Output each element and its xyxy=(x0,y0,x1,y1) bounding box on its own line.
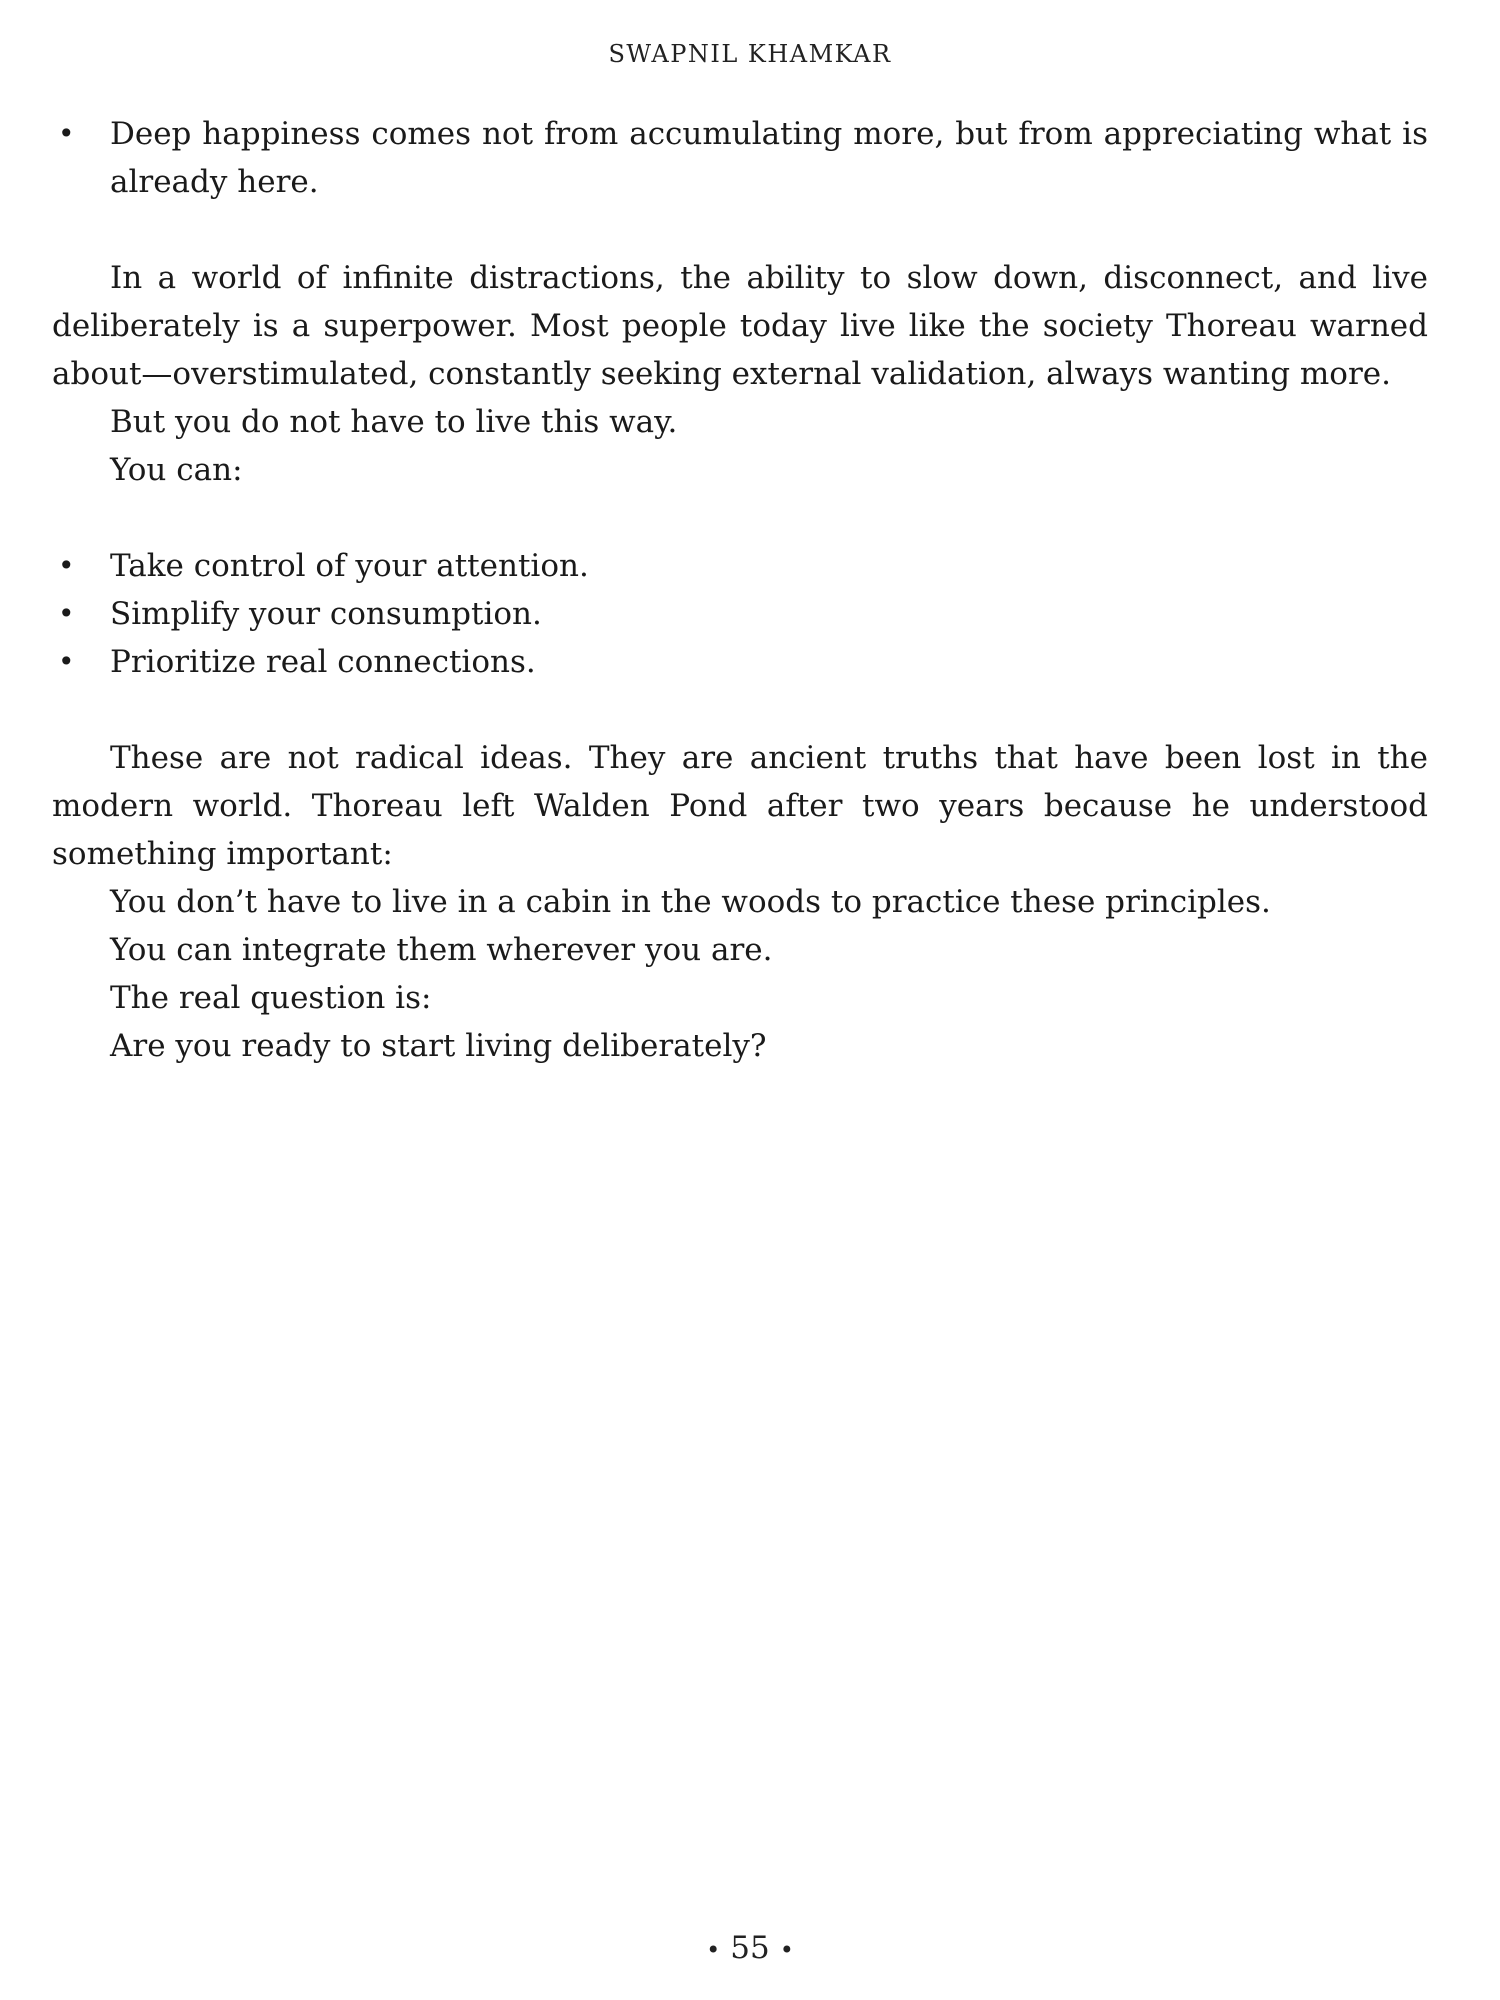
bullet-ornament-icon: • xyxy=(779,1935,794,1964)
spacer xyxy=(52,686,1428,734)
bullet-list-actions xyxy=(52,542,1428,686)
spacer xyxy=(52,494,1428,542)
text-line: You can: xyxy=(110,452,243,488)
text-line: But you do not have to live this way. xyxy=(110,404,678,440)
spacer xyxy=(52,206,1428,254)
bullet-ornament-icon: • xyxy=(706,1935,721,1964)
text-line: You don’t have to live in a cabin in the woods to practice these principles. xyxy=(110,884,1271,920)
running-head: SWAPNIL KHAMKAR xyxy=(608,40,892,68)
bullet-item: • Simplify your consumption. xyxy=(52,590,1428,638)
text-line: You can integrate them wherever you are. xyxy=(110,932,773,968)
bullet-item: • Deep happiness comes not from accumulating more, but from appreciating what is already here. xyxy=(52,110,1428,206)
page-number xyxy=(0,1930,1500,1966)
page-number-text: 55 xyxy=(730,1930,770,1966)
bullet-item: • Prioritize real connections. xyxy=(52,638,1428,686)
page-body xyxy=(52,110,1428,1070)
paragraph: In a world of infinite distractions, the ability to slow down, disconnect, and live deliberately is a superpower. Most people today live like the society Thoreau warned about—overstimulated, constantly seeking external validation, always wanting more. xyxy=(52,260,1428,392)
paragraph: These are not radical ideas. They are ancient truths that have been lost in the modern world. Thoreau left Walden Pond after two years because he understood something important: xyxy=(52,740,1428,872)
text-line: The real question is: xyxy=(110,980,432,1016)
text-line: Are you ready to start living deliberately? xyxy=(110,1028,767,1064)
bullet-item: • Take control of your attention. xyxy=(52,542,1428,590)
bullet-list-intro xyxy=(52,110,1428,206)
